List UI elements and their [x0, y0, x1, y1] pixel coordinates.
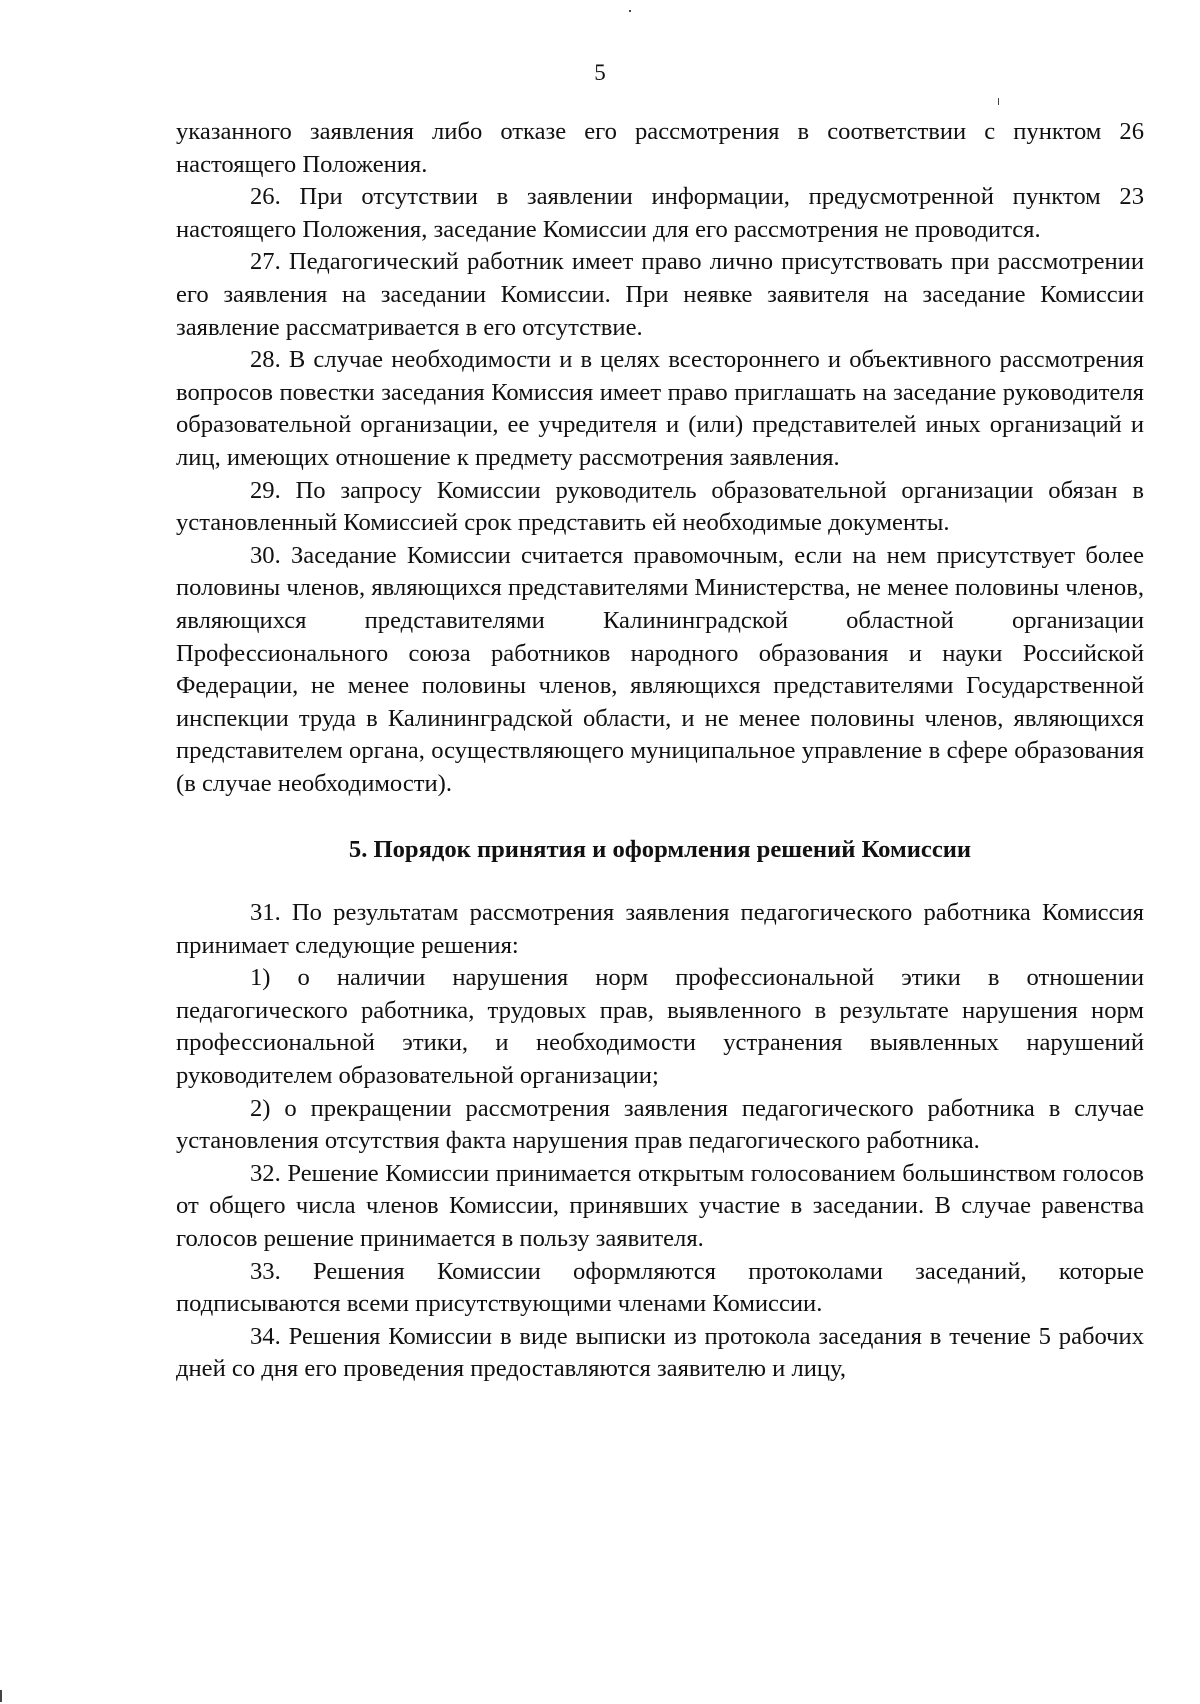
- paragraph-33: 33. Решения Комиссии оформляются протоколами заседаний, которые подписываются всеми присутствующими членами Комиссии.: [176, 1257, 1144, 1318]
- scan-speck: [629, 10, 631, 12]
- paragraph-continuation: указанного заявления либо отказе его рассмотрения в соответствии с пунктом 26 настоящего Положения.: [176, 118, 1144, 178]
- section-heading: 5. Порядок принятия и оформления решений Комиссии: [348, 836, 972, 864]
- paragraph-32: 32. Решение Комиссии принимается открытым голосованием большинством голосов от общего числа членов Комиссии, принявших участие в заседании. В случае равенства голосов решение принимается в пользу заявителя.: [176, 1159, 1144, 1252]
- document-body: [176, 116, 1144, 1386]
- paragraph-34: 34. Решения Комиссии в виде выписки из протокола заседания в течение 5 рабочих дней со дня его проведения предоставляются заявителю и лицу,: [176, 1322, 1144, 1383]
- scan-speck: [0, 1690, 2, 1702]
- paragraph-31-item-2: 2) о прекращении рассмотрения заявления педагогического работника в случае установления отсутствия факта нарушения прав педагогического работника.: [176, 1094, 1144, 1155]
- paragraph-26: 26. При отсутствии в заявлении информации, предусмотренной пунктом 23 настоящего Положения, заседание Комиссии для его рассмотрения не проводится.: [176, 183, 1144, 243]
- paragraph-30: 30. Заседание Комиссии считается правомочным, если на нем присутствует более половины членов, являющихся представителями Министерства, не менее половины членов, являющихся представителями Калининградской областной организации Профессионального союза работников народного образования и науки Российской Федерации, не менее половины членов, являющихся представителями Государственной инспекции труда в Калининградской области, и не менее половины членов, являющихся представителем органа, осуществляющего муниципальное управление в сфере образования (в случае необходимости).: [176, 541, 1144, 797]
- paragraph-29: 29. По запросу Комиссии руководитель образовательной организации обязан в установленный Комиссией срок представить ей необходимые документы.: [176, 476, 1144, 537]
- paragraph-27: 27. Педагогический работник имеет право лично присутствовать при рассмотрении его заявления на заседании Комиссии. При неявке заявителя на заседание Комиссии заявление рассматривается в его отсутствие.: [176, 248, 1144, 341]
- paragraph-28: 28. В случае необходимости и в целях всестороннего и объективного рассмотрения вопросов повестки заседания Комиссия имеет право приглашать на заседание руководителя образовательной организации, ее учредителя и (или) представителей иных организаций и лиц, имеющих отношение к предмету рассмотрения заявления.: [176, 346, 1144, 471]
- paragraph-31: 31. По результатам рассмотрения заявления педагогического работника Комиссия принимает следующие решения:: [176, 899, 1144, 959]
- page-number: 5: [594, 60, 606, 85]
- paragraph-31-item-1: 1) о наличии нарушения норм профессиональной этики в отношении педагогического работника, трудовых прав, выявленного в результате нарушения норм профессиональной этики, и необходимости устранения выявленных нарушений руководителем образовательной организации;: [176, 964, 1144, 1090]
- scan-speck: [998, 98, 999, 105]
